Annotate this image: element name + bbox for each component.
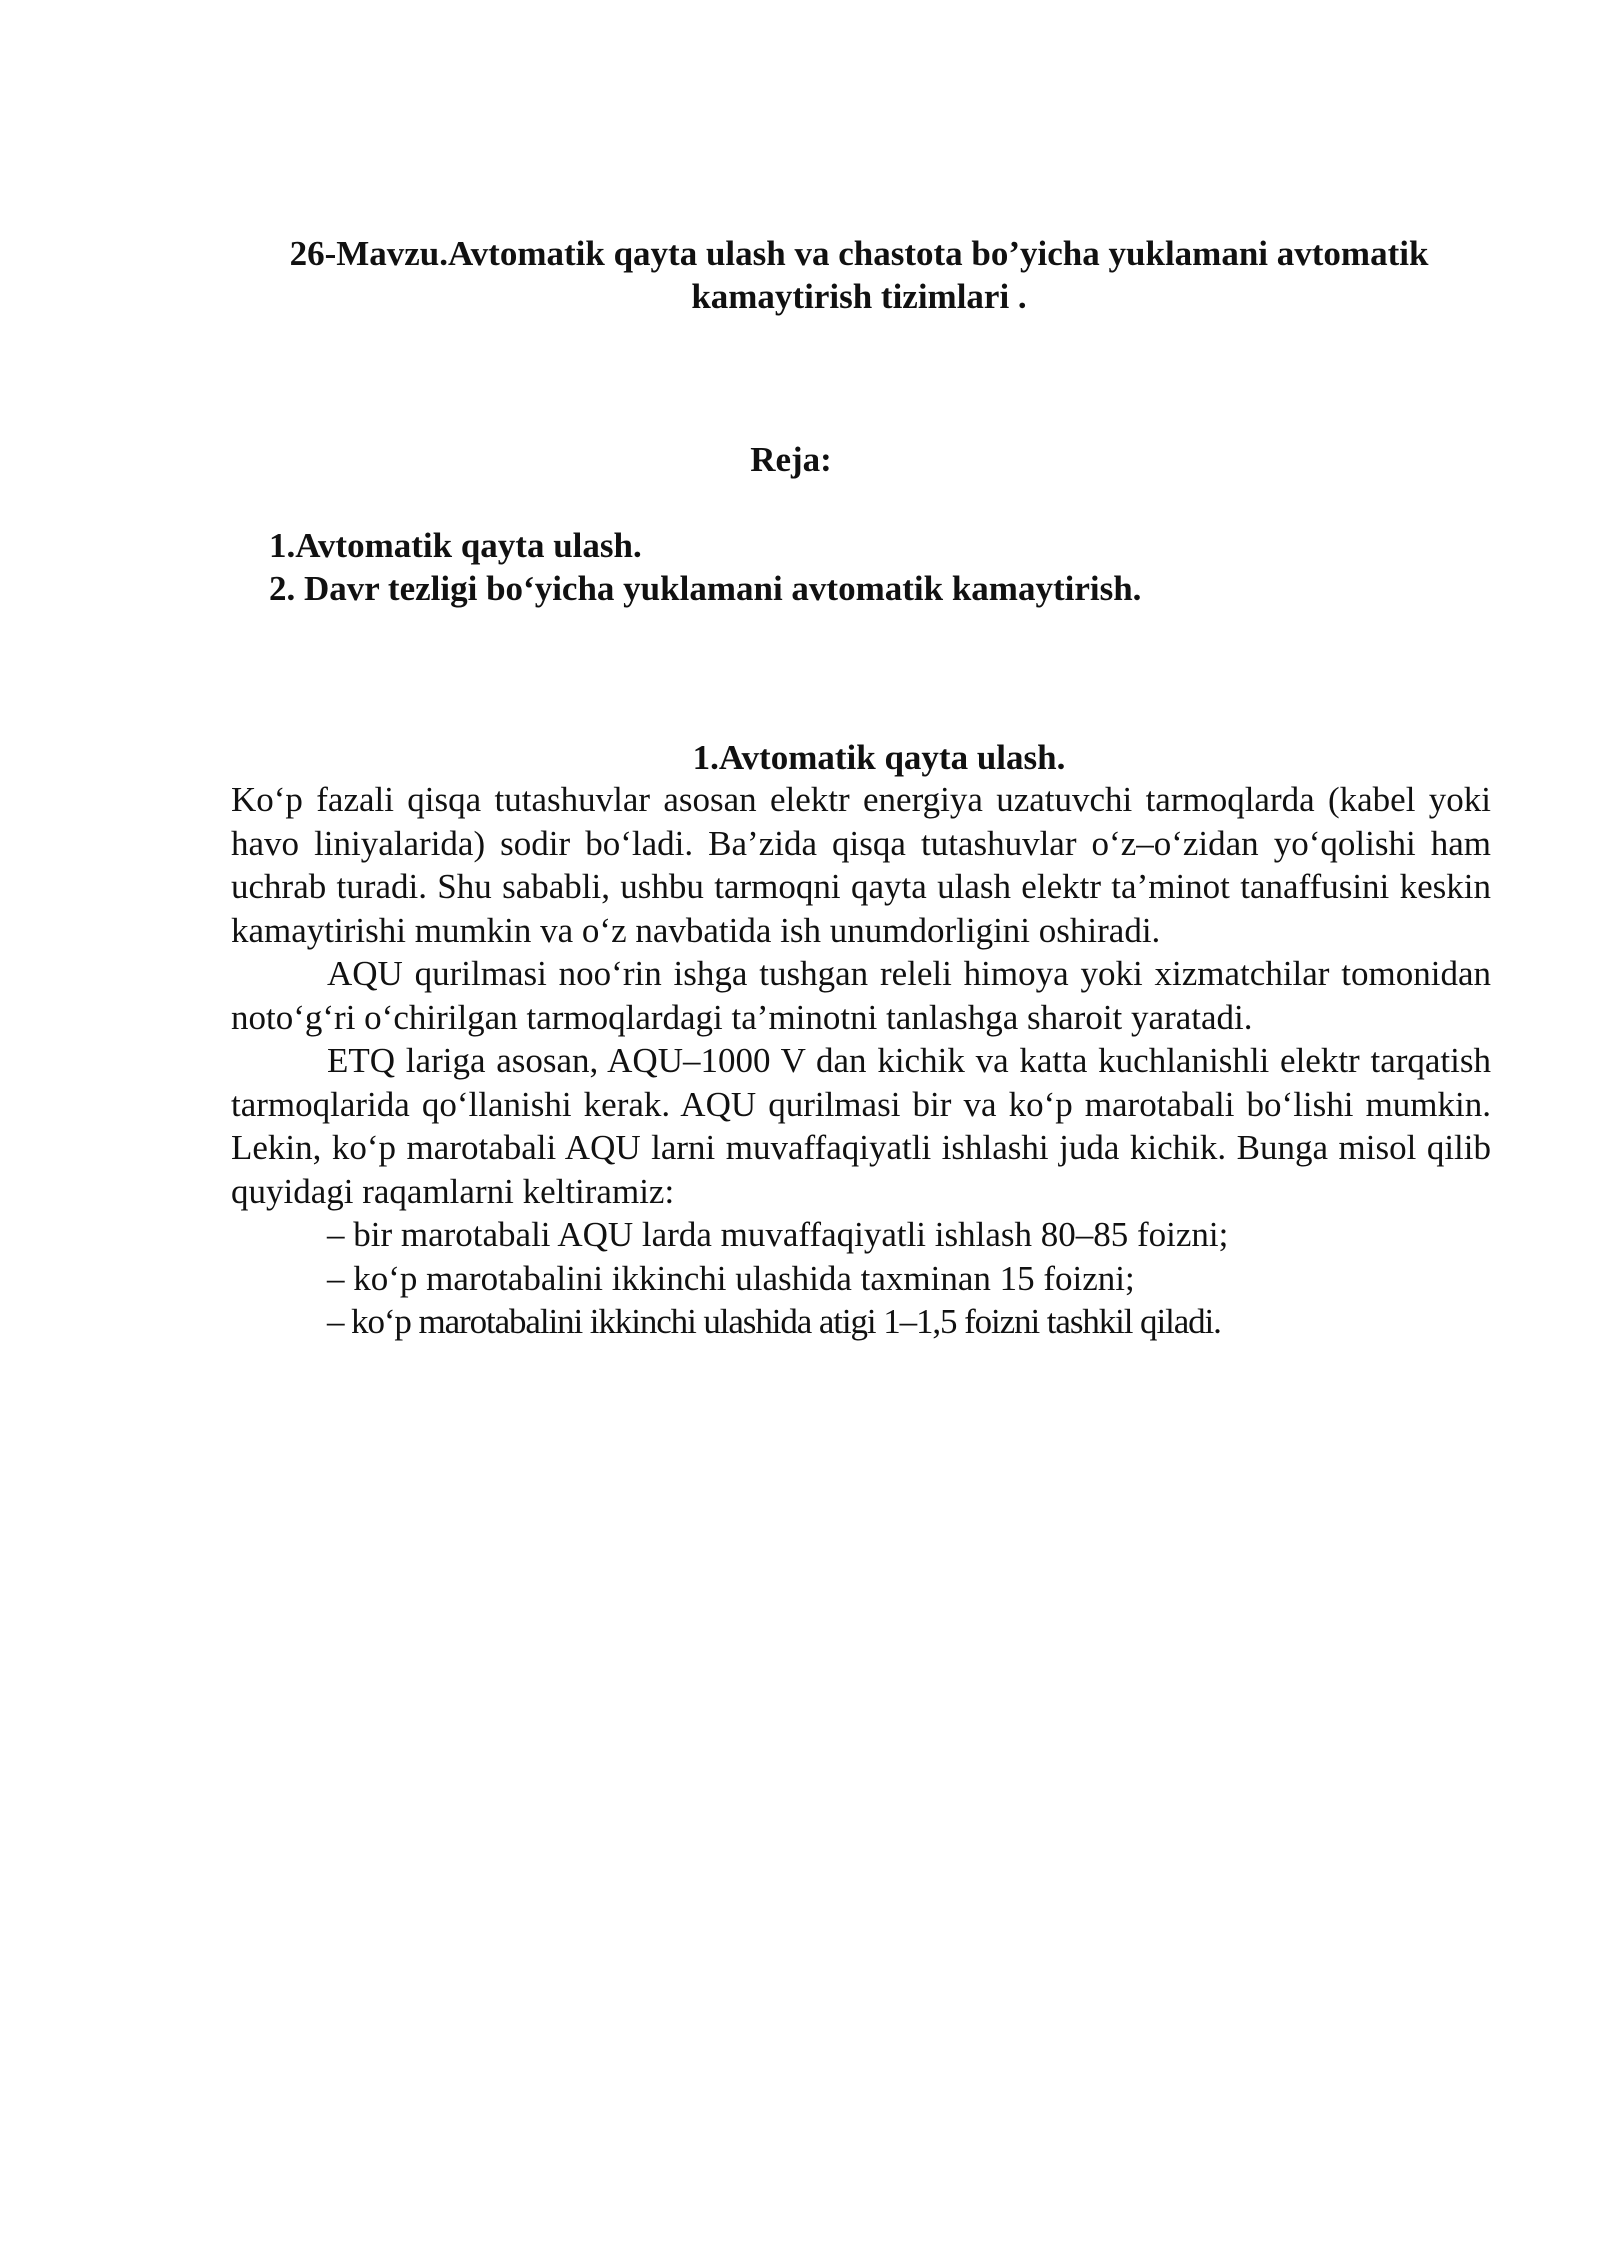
plan-heading: Reja: xyxy=(750,440,832,479)
plan-list xyxy=(269,524,1141,610)
paragraph-3: ETQ lariga asosan, AQU–1000 V dan kichik va katta kuchlanishli elektr tarqatish tarmoqlarida qo‘llanishi kerak. AQU qurilmasi bir va ko‘p marotabali bo‘lishi mumkin. Lekin, ko‘p marotabali AQU larni muvaffaqiyatli ishlashi juda kichik. Bunga misol qilib quyidagi raqamlarni keltiramiz: xyxy=(231,1041,1491,1211)
section-body xyxy=(231,778,1491,1344)
section-heading: 1.Avtomatik qayta ulash. xyxy=(692,738,1066,777)
list-item-1: – bir marotabali AQU larda muvaffaqiyatli ishlash 80–85 foizni; xyxy=(327,1215,1229,1254)
list-item-3: – ko‘p marotabalini ikkinchi ulashida atigi 1–1,5 foizni tashkil qiladi. xyxy=(327,1302,1221,1341)
list-item-2: – ko‘p marotabalini ikkinchi ulashida taxminan 15 foizni; xyxy=(327,1258,1135,1298)
plan-item-1: 1.Avtomatik qayta ulash. xyxy=(269,526,642,565)
paragraph-1: Ko‘p fazali qisqa tutashuvlar asosan elektr energiya uzatuvchi tarmoqlarda (kabel yoki havo liniyalarida) sodir bo‘ladi. Ba’zida qisqa tutashuvlar o‘z–o‘zidan yo‘qolishi ham uchrab turadi. Shu sababli, ushbu tarmoqni qayta ulash elektr ta’minot tanaffusini keskin kamaytirishi mumkin va o‘z navbatida ish unumdorligini oshiradi. xyxy=(231,780,1491,950)
plan-item-2: 2. Davr tezligi bo‘yicha yuklamani avtomatik kamaytirish. xyxy=(269,569,1142,608)
paragraph-2: AQU qurilmasi noo‘rin ishga tushgan releli himoya yoki xizmatchilar tomonidan noto‘g‘ri o‘chirilgan tarmoqlardagi ta’minotni tanlashga sharoit yaratadi. xyxy=(231,954,1491,1037)
percentages-list xyxy=(231,1213,1491,1344)
document-title: 26-Mavzu.Avtomatik qayta ulash va chastota bo’yicha yuklamani avtomatik kamaytirish tizimlari . xyxy=(289,234,1429,316)
